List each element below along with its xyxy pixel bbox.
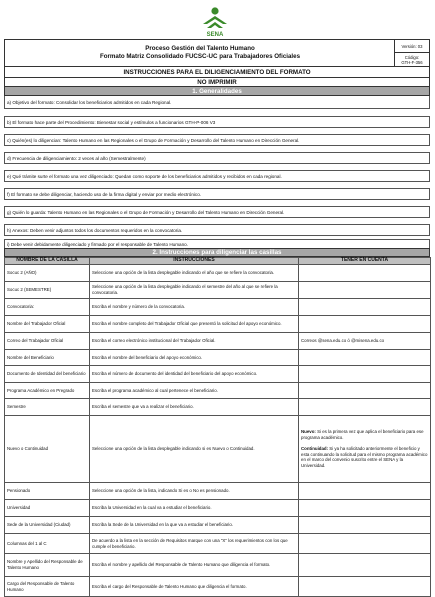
general-item-d: d) Frecuencia de diligenciamiento: 2 veces al año (Semestralmente) — [4, 152, 430, 164]
column-header-instructions: INSTRUCCIONES — [90, 258, 299, 265]
table-row — [5, 416, 431, 483]
row-field-name: Columnas del 1 al C — [5, 534, 90, 554]
row-field-name: Sede de la Universidad (Ciudad) — [5, 517, 90, 534]
row-instruction: Escriba el nombre y número de la convocatoria. — [90, 299, 299, 316]
no-print-label: NO IMPRIMIR — [4, 78, 430, 87]
general-item-i: i) Debe venir debidamente diligenciado y firmado por el responsable de Talento Humano. — [4, 239, 430, 250]
table-row — [5, 483, 431, 500]
row-note — [299, 316, 431, 333]
table-row — [5, 383, 431, 399]
row-field-name: Documento de Identidad del beneficiario — [5, 366, 90, 383]
table-row — [5, 282, 431, 299]
table-row — [5, 577, 431, 597]
row-note — [299, 350, 431, 366]
general-item-c: c) Quién(es) lo diligencian: Talento Humano en las Regionales o el Grupo de Formación y Desarrollo del Talento Humano en Dirección General. — [4, 134, 430, 146]
sena-logo-text: SENA — [206, 32, 224, 38]
note-new-label: Nuevo: — [301, 429, 316, 435]
row-note — [299, 399, 431, 416]
version-label: Versión: 03 — [395, 40, 429, 53]
process-title: Proceso Gestión del Talento Humano — [145, 45, 255, 52]
column-header-name: NOMBRE DE LA CASILLA — [5, 258, 90, 265]
row-field-name: Convocatoria: — [5, 299, 90, 316]
row-instruction: Escriba el número de documento del identidad del beneficiario del apoyo económico. — [90, 366, 299, 383]
general-item-f: f) El formato se debe diligenciar, haciendo uso de la firma digital y enviar por medio electrónico. — [4, 188, 430, 200]
row-note — [299, 366, 431, 383]
row-instruction: Escriba el correo electrónico institucional del Trabajador Oficial. — [90, 333, 299, 350]
row-note — [299, 517, 431, 534]
row-note: Correos @sena.edu.co ó @misena.edu.co — [299, 333, 431, 350]
row-note — [299, 483, 431, 500]
row-field-name: Cargo del Responsable de Talento Humano — [5, 577, 90, 597]
row-field-name: Nombre del Beneficiario — [5, 350, 90, 366]
row-field-name: Socuc 2 (SEMESTRE) — [5, 282, 90, 299]
row-instruction: Escriba el programa académico al cual pertenece el beneficiario. — [90, 383, 299, 399]
table-row — [5, 366, 431, 383]
row-note — [299, 282, 431, 299]
row-field-name: Nombre y Apellido del Responsable de Talento Humano — [5, 554, 90, 577]
note-new-text: Si es la primera vez que aplica el beneficiario para ese programa académico. — [301, 429, 424, 441]
table-row — [5, 299, 431, 316]
header-box — [4, 39, 430, 67]
format-title: Formato Matriz Consolidado FUCSC-UC para Trabajadores Oficiales — [99, 53, 301, 60]
row-field-name: Pensionado — [5, 483, 90, 500]
row-instruction: Seleccione una opción de la lista, indicando Si es o No es pensionado. — [90, 483, 299, 500]
row-instruction: Escriba el cargo del Responsable de Talento Humano que diligencia el formato. — [90, 577, 299, 597]
row-instruction: Escriba el nombre del beneficiario del apoyo económico. — [90, 350, 299, 366]
table-row — [5, 517, 431, 534]
row-instruction: Escriba el nombre y apellido del Responsable de Talento Humano que diligencia el formato. — [90, 554, 299, 577]
note-continuity-label: Continuidad: — [301, 446, 329, 452]
row-field-name: Universidad — [5, 500, 90, 517]
row-note — [299, 265, 431, 282]
row-note — [299, 554, 431, 577]
section-instrucciones-heading: 2. Instrucciones para diligenciar las casillas — [4, 248, 430, 257]
table-header-row — [5, 258, 431, 265]
row-field-name: Programa Académico en Pregrado — [5, 383, 90, 399]
table-row — [5, 399, 431, 416]
table-row — [5, 265, 431, 282]
header-meta — [394, 40, 429, 66]
row-instruction: De acuerdo a la lista en la sección de Requisitos marque con una "X" los requerimientos con los que cumple el beneficiario. — [90, 534, 299, 554]
code-value: GTH-F-356 — [401, 59, 423, 65]
general-item-e: e) Qué trámite surte el formato una vez diligenciado: Quedan como soporte de los beneficiarios admitidos y recibidos en cada regional. — [4, 170, 430, 182]
row-instruction: Escriba la Sede de la Universidad en la que va a estudiar el beneficiario. — [90, 517, 299, 534]
row-instruction: Escriba el semestre que va a realizar el beneficiario. — [90, 399, 299, 416]
code-cell — [395, 53, 429, 66]
table-row — [5, 316, 431, 333]
general-item-g: g) Quién lo guarda: Talento Humano en las Regionales o el Grupo de Formación y Desarrollo del Talento Humano en Dirección General. — [4, 206, 430, 218]
section-generalidades-heading: 1. Generalidades — [4, 87, 430, 96]
general-item-h: h) Anexos: Deben venir adjuntos todos los documentos requeridos en la convocatoria. — [4, 224, 430, 236]
table-row — [5, 350, 431, 366]
row-field-name: Correo del Trabajador Oficial — [5, 333, 90, 350]
row-field-name: Socuc 2 (AÑO) — [5, 265, 90, 282]
row-field-name: Semestre — [5, 399, 90, 416]
row-field-name: Nombre del Trabajador Oficial — [5, 316, 90, 333]
general-item-b: b) El formato hace parte del Procedimiento: Bienestar social y estímulos a funcionarios GTH-P-006 V3 — [4, 116, 430, 128]
code-label: Código: — [404, 54, 420, 60]
row-instruction: Escriba la Universidad en la cual va a estudiar el beneficiario. — [90, 500, 299, 517]
note-continuity-text: Si ya ha solicitado anteriormente el beneficio y esta continuando la solicitud para el mismo programa académico en el marco del convenio suscrito entre el SENA y la Universidad. — [301, 446, 428, 468]
row-field-name: Nuevo o Continuidad — [5, 416, 90, 483]
row-instruction: Seleccione una opción de la lista desplegable indicando el semestre del año al que se refiere la convocatoria. — [90, 282, 299, 299]
row-instruction: Escriba el nombre completo del Trabajador Oficial que presentó la solicitud del apoyo económico. — [90, 316, 299, 333]
row-note — [299, 577, 431, 597]
table-row — [5, 500, 431, 517]
row-note — [299, 534, 431, 554]
row-note — [299, 416, 431, 483]
table-row — [5, 534, 431, 554]
header-title — [5, 40, 395, 66]
row-note — [299, 383, 431, 399]
row-instruction: Seleccione una opción de la lista desplegable indicando si es Nuevo o Continuidad. — [90, 416, 299, 483]
table-row — [5, 554, 431, 577]
row-note — [299, 500, 431, 517]
instructions-title: INSTRUCCIONES PARA EL DILIGENCIAMIENTO DEL FORMATO — [4, 67, 430, 78]
row-note — [299, 299, 431, 316]
general-item-a: a) Objetivo del formato: Consolidar los beneficiarios admitidos en cada Regional. — [4, 96, 430, 109]
column-header-notes: TENER EN CUENTA — [299, 258, 431, 265]
table-row — [5, 333, 431, 350]
instructions-table — [4, 257, 431, 597]
row-instruction: Seleccione una opción de la lista desplegable indicando el año que se refiere la convocatoria. — [90, 265, 299, 282]
